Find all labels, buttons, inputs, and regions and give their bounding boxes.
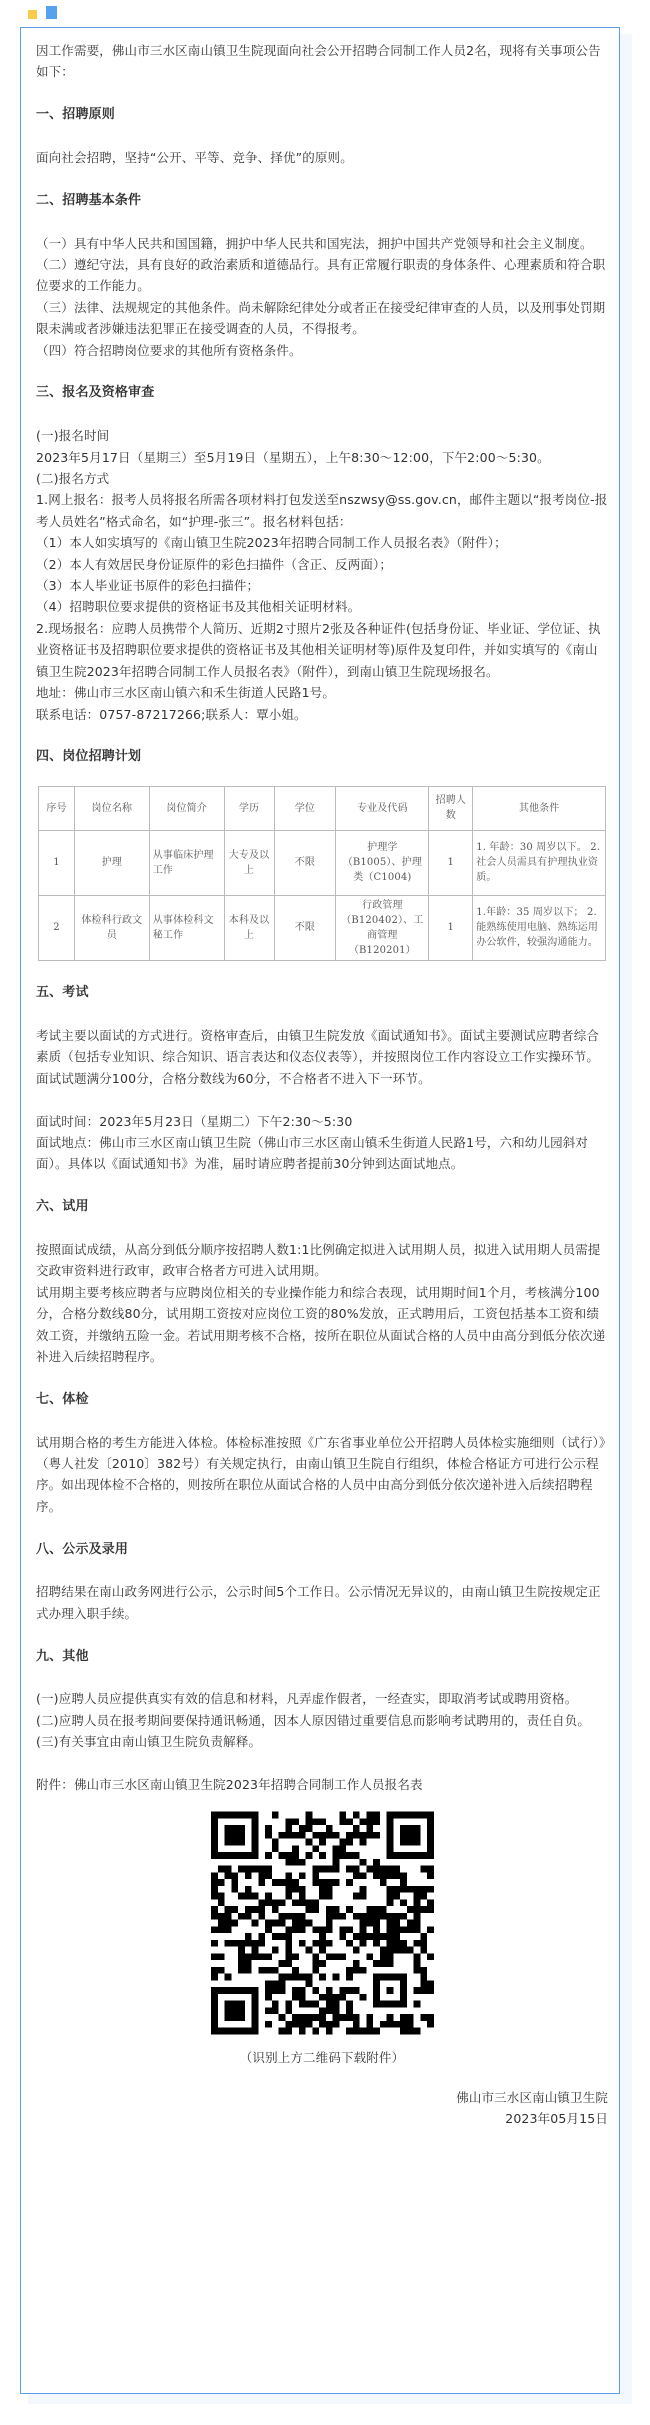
section-heading: 一、招聘原则 [36, 107, 115, 123]
section-heading: 六、试用 [36, 1199, 89, 1215]
condition-item: （三）法律、法规规定的其他条件。尚未解除纪律处分或者正在接受纪律审查的人员，以及刑事处罚期限未满或者涉嫌违法犯罪正在接受调查的人员，不得报考。 [36, 299, 606, 337]
table-header-row [39, 786, 606, 830]
registration-line: (二)报名方式 [36, 471, 110, 487]
exam-text: 考试主要以面试的方式进行。资格审查后，由镇卫生院发放《面试通知书》。面试主要测试应聘者综合素质（包括专业知识、综合知识、语言表达和仪态仪表等），并按照岗位工作内容设立工作实操环节。面试试题满分100分，合格分数线为60分，不合格者不进入下一环节。 [36, 1027, 600, 1086]
table-cell: 从事体检科文秘工作 [149, 895, 224, 960]
decor-yellow-square [28, 10, 37, 19]
table-cell: 1 [429, 895, 473, 960]
qr-code-image[interactable] [211, 1809, 434, 2037]
recruitment-plan-table [38, 786, 606, 961]
table-cell: 行政管理（B120402）、工商管理（B120201） [336, 895, 429, 960]
qr-caption: （识别上方二维码下载附件） [239, 2050, 405, 2066]
table-cell: 大专及以上 [224, 830, 274, 895]
registration-line: （4）招聘职位要求提供的资格证书及其他相关证明材料。 [36, 599, 361, 615]
notice-content [36, 28, 608, 2130]
condition-item: （二）遵纪守法，具有良好的政治素质和道德品行。具有正常履行职责的身体条件、心理素质和符合职位要求的工作能力。 [36, 257, 606, 294]
probation-text: 试用期主要考核应聘者与应聘岗位相关的专业操作能力和综合表现，试用期时间1个月，考核满分100分，合格分数线80分，试用期工资按对应岗位工资的80%发放，正式聘用后，工资包括基本工资和绩效工资，并缴纳五险一金。若试用期考核不合格，按所在职位从面试合格的人员中由高分到低分依次递补进入后续招聘程序。 [36, 1284, 606, 1364]
interview-time: 面试时间：2023年5月23日（星期二）下午2:30～5:30 [36, 1113, 353, 1129]
publicity-text: 招聘结果在南山政务网进行公示，公示时间5个工作日。公示情况无异议的，由南山镇卫生院按规定正式办理入职手续。 [36, 1584, 601, 1621]
registration-line: 2023年5月17日（星期三）至5月19日（星期五），上午8:30～12:00，下午2:00～5:30。 [36, 449, 550, 465]
table-cell: 1 [429, 830, 473, 895]
table-cell: 体检科行政文员 [74, 895, 149, 960]
table-header-cell: 其他条件 [473, 786, 606, 830]
registration-line: （2）本人有效居民身份证原件的彩色扫描件（含正、反两面）； [36, 556, 393, 572]
notice-card [20, 27, 620, 2394]
table-header-cell: 学历 [224, 786, 274, 830]
table-header-cell: 学位 [274, 786, 336, 830]
signature-date: 2023年05月15日 [505, 2111, 608, 2127]
table-header-cell: 岗位名称 [74, 786, 149, 830]
table-row [39, 895, 606, 960]
section-heading: 五、考试 [36, 985, 89, 1001]
registration-line: （3）本人毕业证书原件的彩色扫描件； [36, 578, 260, 594]
section-body: 面向社会招聘，坚持“公开、平等、竞争、择优”的原则。 [36, 150, 353, 165]
table-cell: 从事临床护理工作 [149, 830, 224, 895]
table-row [39, 830, 606, 895]
other-item: (一)应聘人员应提供真实有效的信息和材料，凡弄虚作假者，一经查实，即取消考试或聘用资格。 [36, 1691, 578, 1707]
section-heading: 四、岗位招聘计划 [36, 749, 142, 765]
table-cell: 1. 年龄：30 周岁以下。 2. 社会人员需具有护理执业资质。 [473, 830, 606, 895]
table-header-cell: 专业及代码 [336, 786, 429, 830]
contact-line: 联系电话：0757-87217266;联系人：覃小姐。 [36, 706, 307, 722]
section-heading: 八、公示及录用 [36, 1541, 129, 1557]
attachment-link[interactable]: 附件：佛山市三水区南山镇卫生院2023年招聘合同制工作人员报名表 [36, 1776, 423, 1792]
section-heading: 七、体检 [36, 1391, 89, 1407]
decor-blue-square [46, 6, 57, 19]
condition-item: （四）符合招聘岗位要求的其他所有资格条件。 [36, 342, 302, 358]
table-cell: 1 [39, 830, 75, 895]
condition-item: （一）具有中华人民共和国国籍，拥护中华人民共和国宪法，拥护中国共产党领导和社会主义制度。 [36, 235, 593, 251]
table-header-cell: 岗位简介 [149, 786, 224, 830]
table-cell: 不限 [274, 830, 336, 895]
probation-text: 按照面试成绩，从高分到低分顺序按招聘人数1:1比例确定拟进入试用期人员，拟进入试用期人员需提交政审资料进行政审，政审合格者方可进入试用期。 [36, 1241, 601, 1279]
registration-line: 2.现场报名：应聘人员携带个人简历、近期2寸照片2张及各种证件(包括身份证、毕业证、学位证、执业资格证书及招聘职位要求提供的资格证书及其他相关证明材等)原件及复印件，并如实填写的《南山镇卫生院2023年招聘合同制工作人员报名表》（附件），到南山镇卫生院现场报名。 [36, 620, 601, 679]
table-header-cell: 招聘人数 [429, 786, 473, 830]
registration-line: (一)报名时间 [36, 428, 110, 444]
table-cell: 不限 [274, 895, 336, 960]
table-cell: 护理 [74, 830, 149, 895]
table-cell: 1.年龄：35 周岁以下； 2.能熟练使用电脑、熟练运用办公软件，较强沟通能力。 [473, 895, 606, 960]
other-item: (二)应聘人员在报考期间要保持通讯畅通，因本人原因错过重要信息而影响考试聘用的，责任自负。 [36, 1712, 591, 1728]
section-heading: 九、其他 [36, 1648, 89, 1664]
table-header-cell: 序号 [39, 786, 75, 830]
table-cell: 2 [39, 895, 75, 960]
interview-location: 面试地点：佛山市三水区南山镇卫生院（佛山市三水区南山镇禾生街道人民路1号，六和幼儿园斜对面）。具体以《面试通知书》为准，届时请应聘者提前30分钟到达面试地点。 [36, 1134, 589, 1172]
table-cell: 护理学（B1005）、护理类（C1004) [336, 830, 429, 895]
signature-org: 佛山市三水区南山镇卫生院 [456, 2089, 608, 2105]
medical-text: 试用期合格的考生方能进入体检。体检标准按照《广东省事业单位公开招聘人员体检实施细则（试行）》（粤人社发〔2010〕382号）有关规定执行，由南山镇卫生院自行组织，体检合格证方可进行公示程序。如出现体检不合格的，则按所在职位从面试合格的人员中由高分到低分依次递补进入后续招聘程序。 [36, 1434, 606, 1514]
section-heading: 二、招聘基本条件 [36, 192, 142, 208]
address-line: 地址：佛山市三水区南山镇六和禾生街道人民路1号。 [36, 685, 336, 701]
registration-line: 1.网上报名：报考人员将报名所需各项材料打包发送至nszwsy@ss.gov.cn，邮件主题以“报考岗位-报考人员姓名”格式命名，如“护理-张三”。报名材料包括： [36, 492, 608, 529]
registration-line: （1）本人如实填写的《南山镇卫生院2023年招聘合同制工作人员报名表》（附件）； [36, 535, 507, 551]
table-cell: 本科及以上 [224, 895, 274, 960]
section-heading: 三、报名及资格审查 [36, 385, 155, 401]
intro-text: 因工作需要，佛山市三水区南山镇卫生院现面向社会公开招聘合同制工作人员2名，现将有关事项公告如下： [36, 43, 601, 80]
other-item: (三)有关事宜由南山镇卫生院负责解释。 [36, 1734, 262, 1750]
